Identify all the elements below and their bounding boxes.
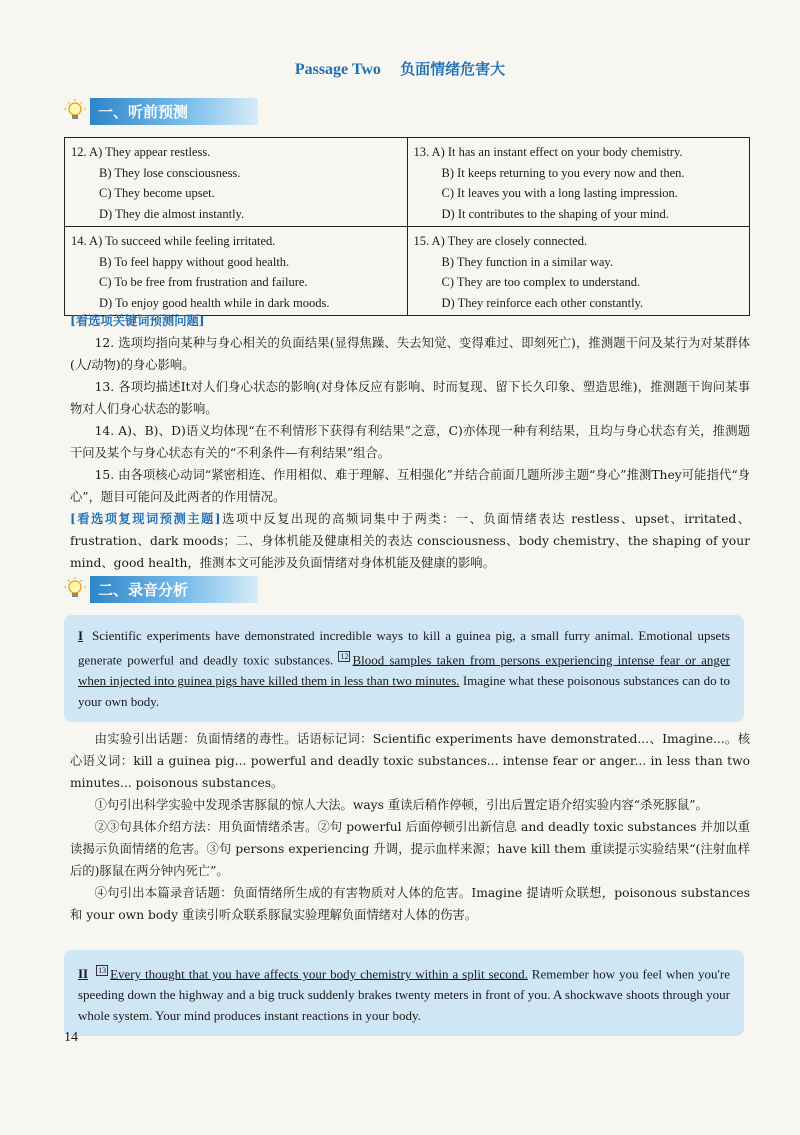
answer-sentence: Blood samples taken from persons experiencing intense fear or anger when injected into guinea pigs have killed them in less than two minutes.	[78, 652, 731, 689]
lightbulb-icon	[64, 577, 86, 601]
section-heading-1	[64, 98, 258, 124]
option-line: 14. A) To succeed while feeling irritated.	[71, 234, 276, 248]
question-15-options	[407, 227, 750, 316]
transcript-text: Remember how you feel when you're speeding down the highway and a big truck suddenly brakes twenty meters in front of you. A shockwave shoots through your whole system. Your mind produces instant reactions in your body.	[78, 966, 730, 1024]
page-number: 14	[64, 1030, 78, 1045]
transcript-text: Imagine what these poisonous substances can do to your own body.	[78, 673, 731, 710]
note-paragraph: 由实验引出话题：负面情绪的毒性。话语标记词：Scientific experiments have demonstrated...、Imagine...。核心语义词：kill a guinea pig... powerful and deadly toxic substances... intense fear or anger... in less than two minutes... poisonous substances。	[70, 732, 750, 790]
note-paragraph: ②③句具体介绍方法：用负面情绪杀害。②句 powerful 后面停顿引出新信息 and deadly toxic substances 并加以重读揭示负面情绪的危害。③句 persons experiencing 升调，提示血样来源；have kill them 重读提示实验结果“(注射血样后的)豚鼠在两分钟内死亡”。	[70, 820, 750, 878]
analysis-paragraph: 15. 由各项核心动词“紧密相连、作用相似、难于理解、互相强化”并结合前面几题所涉主题“身心”推测They可能指代“身心”，题目可能问及此两者的作用情况。	[70, 468, 750, 504]
question-marker: 13	[98, 966, 107, 975]
option-line: B) They function in a similar way.	[441, 254, 613, 269]
note-paragraph: ④句引出本篇录音话题：负面情绪所生成的有害物质对人体的危害。Imagine 提请听众联想，poisonous substances 和 your own body 重读引听众联系豚鼠实验理解负面情绪对人体的伤害。	[70, 886, 750, 922]
answer-sentence: Every thought that you have affects your body chemistry within a split second.	[110, 966, 528, 982]
option-line: B) They lose consciousness.	[99, 165, 241, 180]
option-line: 13. A) It has an instant effect on your body chemistry.	[413, 145, 683, 159]
transcript-box-1	[64, 615, 744, 722]
option-line: D) It contributes to the shaping of your mind.	[441, 206, 669, 221]
paragraph-number: I	[78, 628, 84, 643]
analysis-paragraph: 选项中反复出现的高频词集中于两类：一、负面情绪表达 restless、upset、irritated、frustration、dark moods；二、身体机能及健康相关的表达 consciousness、body chemistry、the shaping of your mind、good health，推测本文可能涉及负面情绪对身体机能及健康的影响。	[70, 512, 750, 570]
option-line: D) To enjoy good health while in dark moods.	[99, 295, 330, 310]
analysis-paragraph: 14. A)、B)、D)语义均体现“在不利情形下获得有利结果”之意，C)亦体现一种有利结果，且均与身心状态有关，推测题干问及某个与身心状态有关的“不利条件—有利结果”组合。	[70, 424, 750, 460]
analysis-paragraph: 12. 选项均指向某种与身心相关的负面结果(显得焦躁、失去知觉、变得难过、即刻死亡)，推测题干问及某行为对某群体(人/动物)的身心影响。	[70, 336, 750, 372]
options-table	[64, 137, 750, 316]
option-line: C) To be free from frustration and failure.	[99, 275, 308, 289]
prediction-analysis	[70, 310, 750, 574]
option-line: D) They die almost instantly.	[99, 206, 245, 221]
option-line: B) To feel happy without good health.	[99, 254, 290, 269]
note-paragraph: ①句引出科学实验中发现杀害豚鼠的惊人大法。ways 重读后稍作停顿，引出后置定语介绍实验内容“杀死豚鼠”。	[94, 798, 708, 812]
paragraph-number: II	[78, 966, 89, 982]
page-title	[0, 58, 800, 79]
lightbulb-icon	[64, 99, 86, 123]
question-14-options	[65, 227, 408, 316]
option-line: D) They reinforce each other constantly.	[441, 295, 644, 310]
question-13-options	[407, 138, 750, 227]
analysis-tag: [看选项关键词预测问题]	[70, 313, 205, 328]
option-line: C) They are too complex to understand.	[441, 275, 641, 289]
transcript-box-2	[64, 950, 744, 1036]
title-cn: 负面情绪危害大	[400, 60, 506, 78]
option-line: B) It keeps returning to you every now and then.	[441, 165, 685, 180]
recording-notes	[70, 728, 750, 926]
section-label: 二、录音分析	[90, 576, 258, 603]
option-line: 12. A) They appear restless.	[71, 145, 211, 159]
option-line: C) They become upset.	[99, 186, 215, 200]
question-12-options	[65, 138, 408, 227]
analysis-paragraph: 13. 各项均描述It对人们身心状态的影响(对身体反应有影响、时而复现、留下长久印象、塑造思维)，推测题干询问某事物对人们身心状态的影响。	[70, 380, 750, 416]
analysis-tag: [看选项复现词预测主题]	[70, 511, 221, 526]
question-marker: 12	[340, 652, 349, 661]
section-label: 一、听前预测	[90, 98, 258, 125]
title-en: Passage Two	[294, 61, 381, 78]
option-line: 15. A) They are closely connected.	[413, 234, 588, 248]
option-line: C) It leaves you with a long lasting impression.	[441, 186, 678, 200]
section-heading-2	[64, 576, 258, 602]
transcript-text: Scientific experiments have demonstrated incredible ways to kill a guinea pig, a small furry animal. Emotional upsets generate powerful and deadly toxic substances.	[78, 628, 730, 668]
